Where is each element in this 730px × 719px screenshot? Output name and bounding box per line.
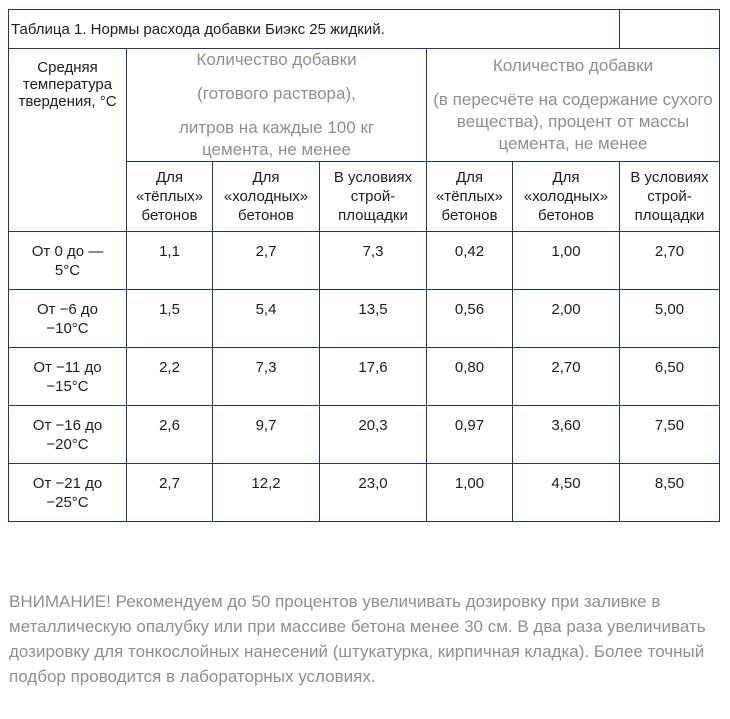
table-cell: 4,50 — [513, 464, 620, 522]
group-header-dry-line1: Количество добавки — [492, 56, 654, 75]
table-cell: 2,70 — [620, 232, 720, 290]
table-cell: 5,00 — [620, 290, 720, 348]
row-label: От −6 до −10°C — [9, 290, 127, 348]
row-label: От −16 до −20°C — [9, 406, 127, 464]
table-cell: 7,3 — [320, 232, 427, 290]
table-cell: 12,2 — [213, 464, 320, 522]
table-cell: 7,50 — [620, 406, 720, 464]
warning-note: ВНИМАНИЕ! Рекомендуем до 50 процентов увеличивать дозировку при заливке в металлическую опалубку или при массиве бетона менее 30 см. В два раза увеличивать дозировку для тонкослойных нанесений (штукатурка, кирпичная кладка). Более точный подбор проводится в лабораторных условиях. — [9, 592, 706, 686]
table-cell: 1,00 — [427, 464, 513, 522]
table-cell: 2,00 — [513, 290, 620, 348]
row-label: От −11 до −15°C — [9, 348, 127, 406]
table-row — [9, 464, 720, 522]
group-header-solution-line3: литров на каждые 100 кг цемента, не менее — [178, 118, 375, 159]
dosage-table — [8, 9, 720, 522]
table-cell: 20,3 — [320, 406, 427, 464]
table-cell: 2,7 — [127, 464, 213, 522]
table-cell: 0,56 — [427, 290, 513, 348]
table-cell: 0,97 — [427, 406, 513, 464]
table-cell: 0,42 — [427, 232, 513, 290]
subheader-cell: В условиях строй-площадки — [320, 162, 427, 232]
table-cell: 2,6 — [127, 406, 213, 464]
table-cell: 0,80 — [427, 348, 513, 406]
table-cell: 13,5 — [320, 290, 427, 348]
table-cell: 1,00 — [513, 232, 620, 290]
row-label: От −21 до −25°C — [9, 464, 127, 522]
temperature-header: Средняя температура твердения, °C — [9, 49, 127, 232]
group-header-solution — [127, 49, 427, 162]
table-cell: 7,3 — [213, 348, 320, 406]
table-row — [9, 348, 720, 406]
table-cell: 9,7 — [213, 406, 320, 464]
subheader-cell: Для «тёплых» бетонов — [427, 162, 513, 232]
table-cell: 5,4 — [213, 290, 320, 348]
group-header-solution-line1: Количество добавки — [196, 50, 357, 69]
table-cell: 1,5 — [127, 290, 213, 348]
group-header-dry-line2: (в пересчёте на содержание сухого вещества), процент от массы цемента, не менее — [433, 90, 713, 153]
table-row — [9, 232, 720, 290]
group-header-dry — [427, 49, 720, 162]
table-cell: 1,1 — [127, 232, 213, 290]
table-cell: 2,70 — [513, 348, 620, 406]
table-cell: 3,60 — [513, 406, 620, 464]
table-cell: 2,2 — [127, 348, 213, 406]
table-cell: 8,50 — [620, 464, 720, 522]
table-cell: 17,6 — [320, 348, 427, 406]
row-label: От 0 до — 5°C — [9, 232, 127, 290]
table-caption: Таблица 1. Нормы расхода добавки Биэкс 25 жидкий. — [9, 10, 620, 49]
caption-empty-cell — [620, 10, 720, 49]
table-cell: 2,7 — [213, 232, 320, 290]
group-header-solution-line2: (готового раствора), — [197, 84, 356, 103]
subheader-cell: В условиях строй-площадки — [620, 162, 720, 232]
table-cell: 23,0 — [320, 464, 427, 522]
table-row — [9, 406, 720, 464]
subheader-cell: Для «холодных» бетонов — [513, 162, 620, 232]
table-cell: 6,50 — [620, 348, 720, 406]
subheader-cell: Для «холодных» бетонов — [213, 162, 320, 232]
table-row — [9, 290, 720, 348]
subheader-cell: Для «тёплых» бетонов — [127, 162, 213, 232]
